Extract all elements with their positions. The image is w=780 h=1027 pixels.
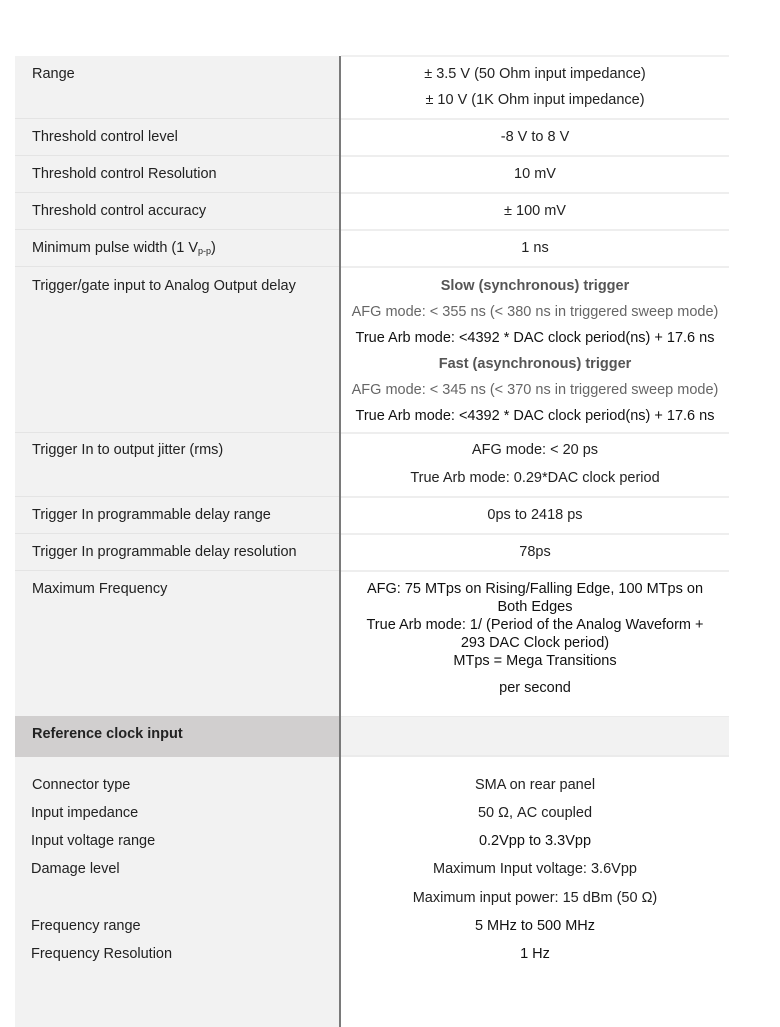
spec-label: Trigger In programmable delay resolution: [32, 544, 297, 560]
row-separator: [341, 229, 729, 231]
ref-value: 1 Hz: [520, 946, 550, 962]
value-heading: Slow (synchronous) trigger: [440, 278, 630, 294]
row-separator: [341, 266, 729, 268]
spec-label: Threshold control accuracy: [32, 203, 207, 219]
value-heading: Fast (asynchronous) trigger: [438, 356, 632, 372]
value-line: 78ps: [519, 544, 551, 560]
value-line: AFG mode: < 20 ps: [471, 442, 599, 458]
ref-label: Frequency range: [31, 918, 141, 934]
label-text: Minimum pulse width (1 V: [32, 240, 198, 256]
spec-label: [32, 240, 332, 256]
row-separator: [341, 118, 729, 120]
value-line: AFG mode: < 345 ns (< 370 ns in triggered sweep mode): [351, 382, 719, 398]
spec-label: Range: [32, 66, 75, 82]
label-subscript: p-p: [198, 246, 212, 256]
ref-label: Frequency Resolution: [31, 946, 173, 962]
section-header-value-background: [341, 716, 729, 757]
row-separator: [15, 229, 339, 230]
spec-value: [341, 66, 729, 108]
row-separator: [341, 570, 729, 572]
row-separator: [341, 432, 729, 434]
spec-value: [341, 166, 729, 182]
value-line: True Arb mode: 1/ (Period of the Analog Waveform +: [366, 617, 704, 633]
ref-value: SMA on rear panel: [474, 777, 596, 793]
row-separator: [341, 496, 729, 498]
value-line: per second: [499, 680, 571, 696]
ref-value: 50 Ω, AC coupled: [477, 805, 593, 821]
spec-value: [341, 129, 729, 145]
spec-value: [341, 442, 729, 486]
spec-value: [341, 544, 729, 560]
spec-label: Threshold control level: [32, 129, 178, 145]
spec-value: [341, 278, 729, 424]
value-line: 10 mV: [514, 166, 556, 182]
spec-value: [341, 240, 729, 256]
label-column-background: [15, 56, 339, 1027]
row-separator: [15, 533, 339, 534]
value-line: ± 100 mV: [504, 203, 566, 219]
spec-label: Threshold control Resolution: [32, 166, 217, 182]
ref-label: Connector type: [32, 777, 131, 793]
spec-value: [341, 203, 729, 219]
value-line: 0ps to 2418 ps: [487, 507, 583, 523]
row-separator: [15, 118, 339, 119]
ref-value: Maximum Input voltage: 3.6Vpp: [433, 861, 637, 877]
row-separator: [15, 155, 339, 156]
row-separator: [15, 570, 339, 571]
row-separator: [341, 155, 729, 157]
value-line: -8 V to 8 V: [500, 129, 570, 145]
value-line: AFG: 75 MTps on Rising/Falling Edge, 100 MTps on: [366, 581, 704, 597]
value-line: True Arb mode: 0.29*DAC clock period: [410, 470, 660, 486]
row-separator: [341, 192, 729, 194]
value-line: MTps = Mega Transitions: [453, 653, 617, 669]
value-line: ± 3.5 V (50 Ohm input impedance): [424, 66, 646, 82]
ref-value: Maximum input power: 15 dBm (50 Ω): [412, 890, 658, 906]
spec-label: Maximum Frequency: [32, 581, 168, 597]
label-text-end: ): [211, 240, 216, 256]
spec-label: Trigger In to output jitter (rms): [32, 442, 224, 458]
value-line: AFG mode: < 355 ns (< 380 ns in triggered sweep mode): [351, 304, 719, 320]
row-separator: [341, 533, 729, 535]
value-line: 1 ns: [521, 240, 549, 256]
row-separator: [15, 266, 339, 267]
ref-value: 5 MHz to 500 MHz: [474, 918, 596, 934]
spec-label: Trigger In programmable delay range: [32, 507, 271, 523]
top-separator: [341, 55, 729, 57]
column-divider: [339, 56, 341, 1027]
value-line: Both Edges: [497, 599, 573, 615]
ref-value: 0.2Vpp to 3.3Vpp: [478, 833, 592, 849]
spec-value: [341, 581, 729, 696]
value-line: ± 10 V (1K Ohm input impedance): [425, 92, 645, 108]
section-title: Reference clock input: [32, 726, 183, 742]
row-separator: [15, 192, 339, 193]
row-separator: [15, 496, 339, 497]
ref-label: Damage level: [31, 861, 120, 877]
ref-label: Input impedance: [31, 805, 139, 821]
value-line: True Arb mode: <4392 * DAC clock period(ns) + 17.6 ns: [355, 408, 715, 424]
spec-label: Trigger/gate input to Analog Output delay: [32, 278, 296, 294]
spec-value: [341, 507, 729, 523]
value-line: 293 DAC Clock period): [460, 635, 610, 651]
row-separator: [15, 432, 339, 433]
ref-label: Input voltage range: [31, 833, 156, 849]
value-line: True Arb mode: <4392 * DAC clock period(ns) + 17.6 ns: [355, 330, 715, 346]
